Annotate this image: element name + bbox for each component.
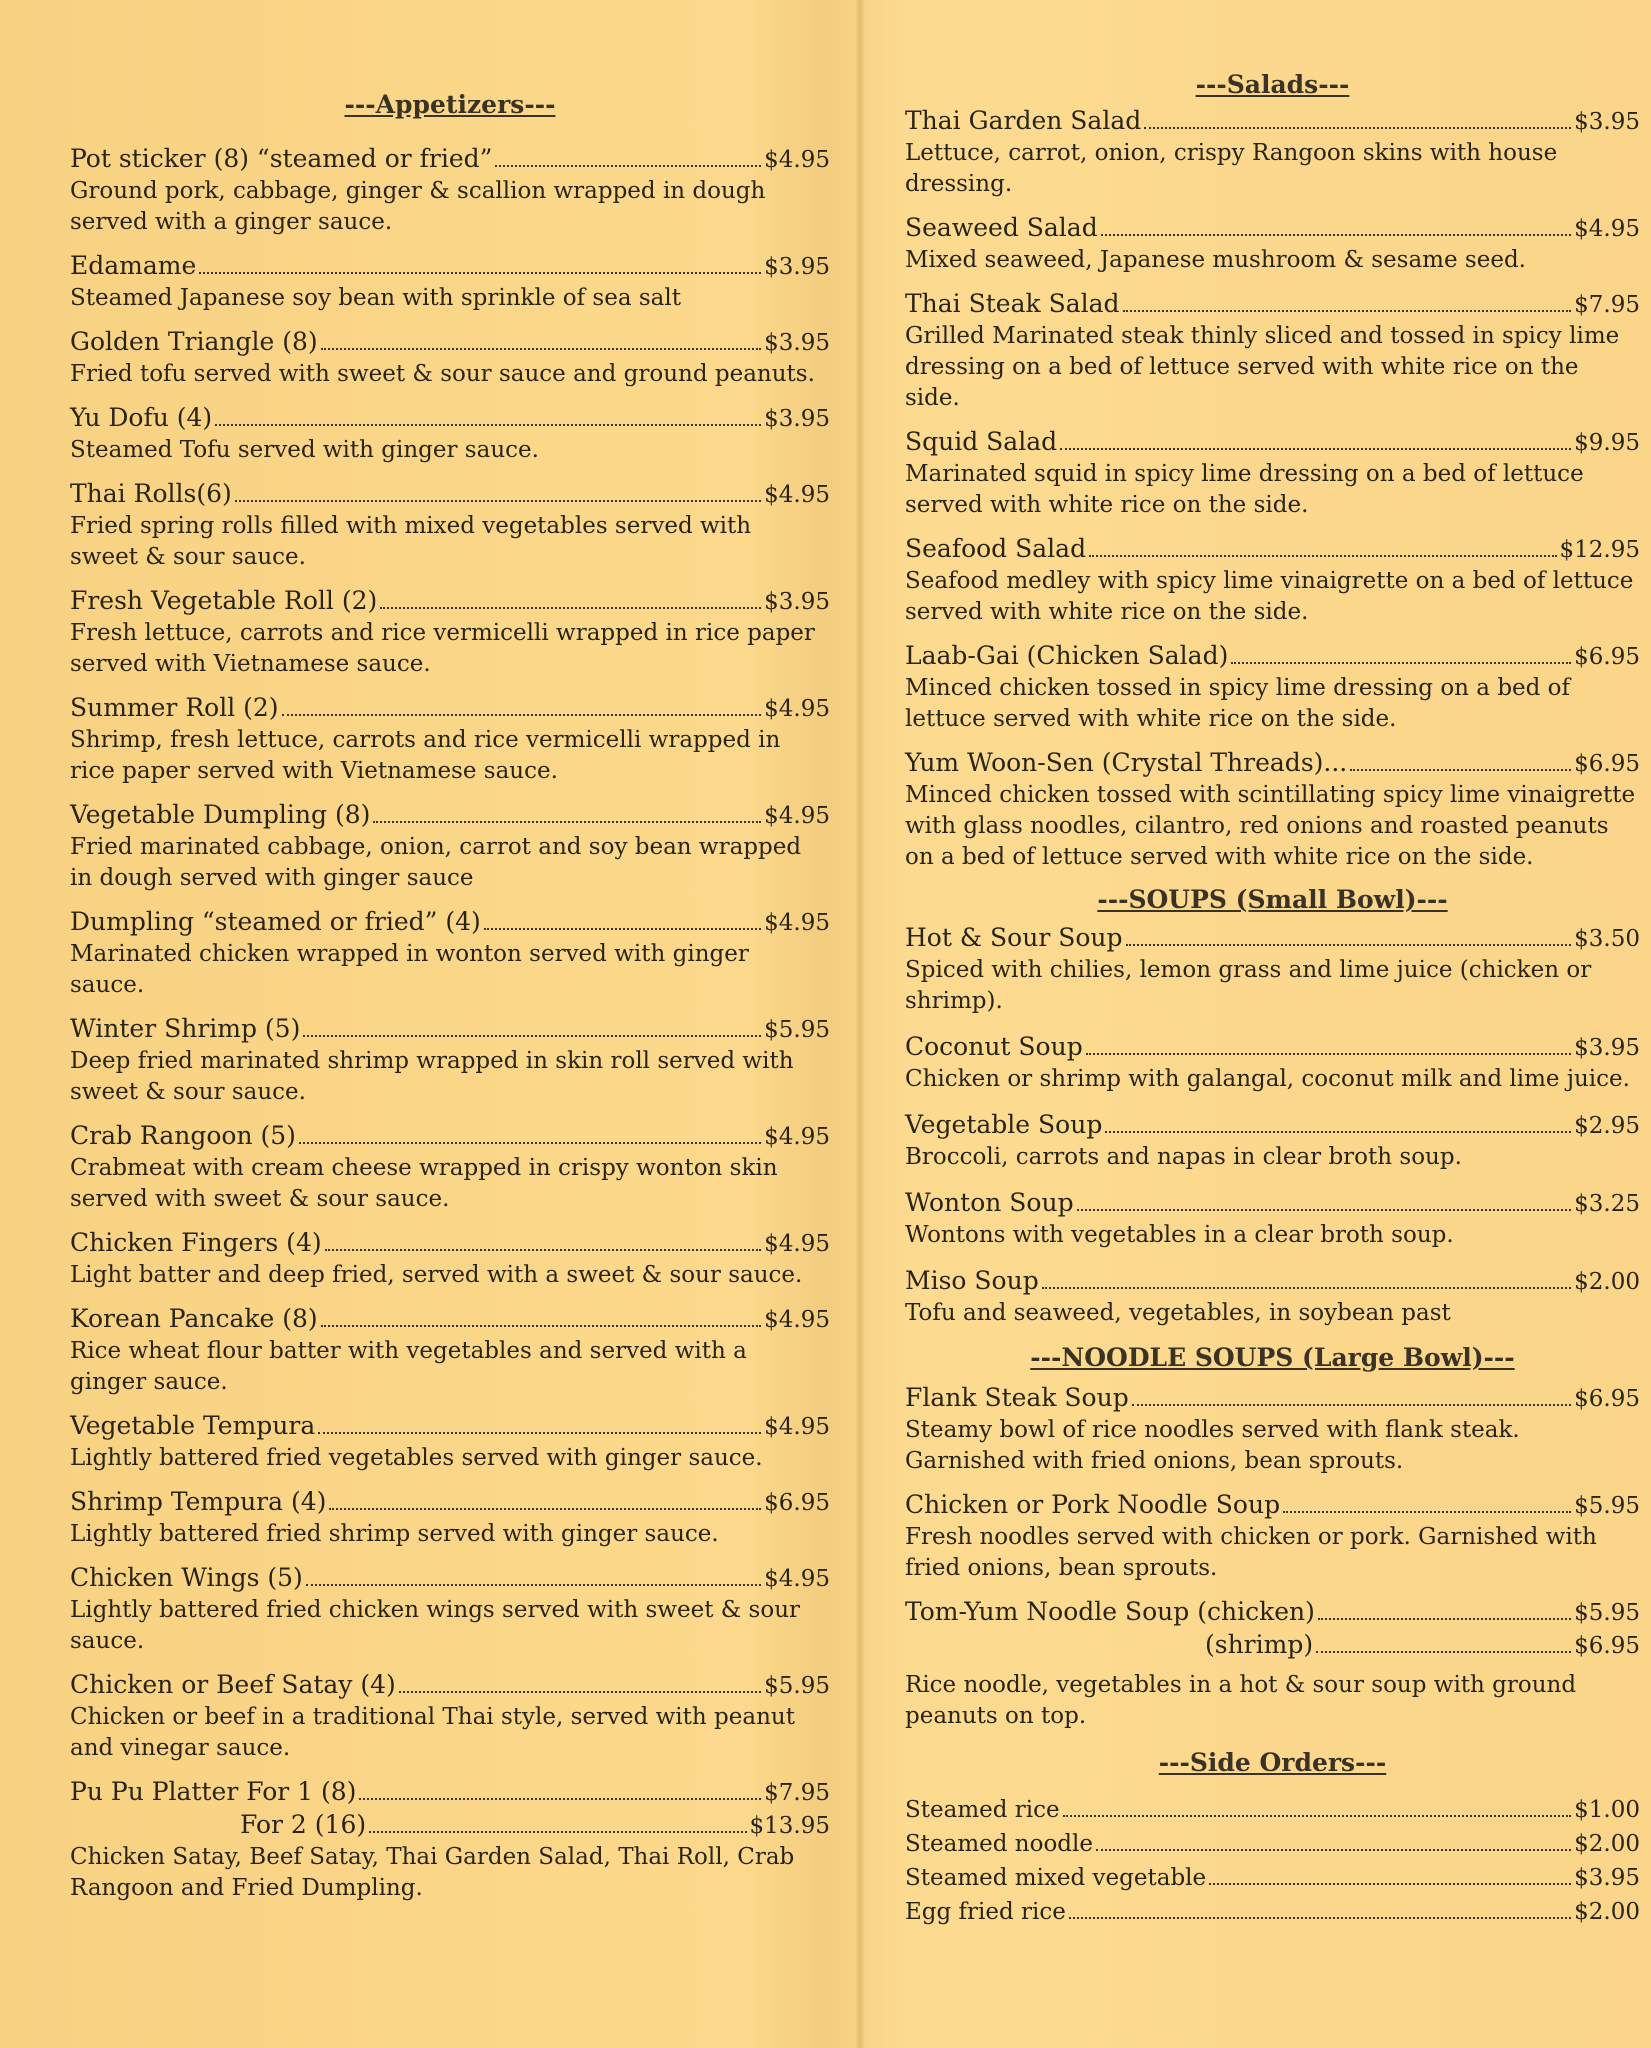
- item-price: $9.95: [1574, 430, 1640, 456]
- item-name: Korean Pancake (8): [70, 1304, 318, 1333]
- page-fold: [855, 0, 865, 2048]
- item-name: Chicken or Beef Satay (4): [70, 1670, 396, 1699]
- item-description: Minced chicken tossed with scintillating spicy lime vinaigrette with glass noodles, cilantro, red onions and roasted peanuts on a bed of lettuce served with white rice on the side.: [905, 782, 1636, 870]
- item-name: Steamed mixed vegetable: [905, 1865, 1207, 1891]
- item-price: $3.95: [1574, 1865, 1640, 1891]
- item-price: $3.95: [764, 406, 830, 432]
- item-name: Hot & Sour Soup: [905, 923, 1123, 952]
- menu-item: [905, 1793, 1640, 1827]
- dot-leader: [1350, 769, 1571, 771]
- menu-item: [905, 212, 1640, 276]
- item-description: Fried spring rolls filled with mixed vegetables served with sweet & sour sauce.: [70, 513, 752, 570]
- menu-item: [905, 1382, 1640, 1477]
- item-price: $6.95: [764, 1490, 830, 1516]
- dot-leader: [1283, 1511, 1571, 1513]
- item-description: Fried marinated cabbage, onion, carrot and soy bean wrapped in dough served with ginger sauce: [70, 834, 802, 891]
- item-name: Chicken or Pork Noodle Soup: [905, 1490, 1281, 1519]
- item-name: Chicken Fingers (4): [70, 1228, 322, 1257]
- item-price: $4.95: [764, 803, 830, 829]
- menu-item: [70, 143, 830, 238]
- item-description: Minced chicken tossed in spicy lime dressing on a bed of lettuce served with white rice on the side.: [905, 675, 1571, 732]
- menu-item: [70, 402, 830, 466]
- dot-leader: [1086, 1053, 1571, 1055]
- dot-leader: [1209, 1883, 1571, 1885]
- menu-item: [905, 1489, 1640, 1584]
- dot-leader: [399, 1691, 761, 1693]
- item-description: Spiced with chilies, lemon grass and lime juice (chicken or shrimp).: [905, 957, 1592, 1014]
- menu-item: [70, 1303, 830, 1398]
- dot-leader: [299, 1142, 761, 1144]
- item-description: Chicken Satay, Beef Satay, Thai Garden Salad, Thai Roll, Crab Rangoon and Fried Dumpling.: [70, 1844, 795, 1901]
- dot-leader: [321, 1325, 761, 1327]
- dot-leader: [1069, 1917, 1571, 1919]
- menu-item: [905, 922, 1640, 1017]
- item-name: Thai Steak Salad: [905, 289, 1120, 318]
- item-description: Chicken or shrimp with galangal, coconut milk and lime juice.: [905, 1066, 1630, 1092]
- item-price: $4.95: [764, 1124, 830, 1150]
- item-price: $4.95: [764, 1566, 830, 1592]
- dot-leader: [1101, 234, 1571, 236]
- item-price: $4.95: [764, 482, 830, 508]
- salads-title: ---Salads---: [1195, 70, 1350, 99]
- dot-leader: [1316, 1651, 1571, 1653]
- menu-item: [70, 1410, 830, 1474]
- right-column: [905, 0, 1640, 1929]
- menu-item: [70, 692, 830, 787]
- item-price: $6.95: [1574, 644, 1640, 670]
- item-name: Vegetable Soup: [905, 1110, 1103, 1139]
- item-name: Egg fried rice: [905, 1899, 1066, 1925]
- item-description: Mixed seaweed, Japanese mushroom & sesame seed.: [905, 247, 1526, 273]
- item-description: Steamy bowl of rice noodles served with flank steak. Garnished with fried onions, bean sprouts.: [905, 1417, 1520, 1474]
- item-price: $3.95: [764, 254, 830, 280]
- item-name: Yu Dofu (4): [70, 403, 213, 432]
- dot-leader: [1132, 1404, 1571, 1406]
- left-column: [70, 0, 830, 1904]
- menu-item: [70, 1013, 830, 1108]
- item-price: $2.95: [1574, 1113, 1640, 1139]
- dot-leader: [1042, 1287, 1571, 1289]
- item-name: Shrimp Tempura (4): [70, 1487, 327, 1516]
- menu-item: [905, 640, 1640, 735]
- dot-leader: [321, 348, 761, 350]
- tom-yum-item: [905, 1596, 1640, 1732]
- item-name: Seafood Salad: [905, 534, 1087, 563]
- item-name: Flank Steak Soup: [905, 1383, 1129, 1412]
- item-name: Pot sticker (8) “steamed or fried”: [70, 144, 493, 173]
- menu-item: [905, 1861, 1640, 1895]
- item-name: Yum Woon-Sen (Crystal Threads)...: [905, 748, 1348, 777]
- menu-item: [70, 478, 830, 573]
- menu-item: [905, 1895, 1640, 1929]
- item-name: Crab Rangoon (5): [70, 1121, 296, 1150]
- item-description: Tofu and seaweed, vegetables, in soybean past: [905, 1300, 1451, 1326]
- item-description: Lightly battered fried shrimp served with ginger sauce.: [70, 1521, 719, 1547]
- dot-leader: [1063, 1815, 1572, 1817]
- item-description: Fried tofu served with sweet & sour sauce and ground peanuts.: [70, 361, 815, 387]
- salad-list: [905, 105, 1640, 873]
- item-subprice: $13.95: [749, 1813, 830, 1839]
- item-subprice: $6.95: [1574, 1633, 1640, 1659]
- menu-item: [70, 906, 830, 1001]
- item-price: $4.95: [764, 147, 830, 173]
- item-name: Fresh Vegetable Roll (2): [70, 586, 378, 615]
- item-subname: (shrimp): [1205, 1630, 1314, 1659]
- item-name: Dumpling “steamed or fried” (4): [70, 907, 481, 936]
- item-price: $5.95: [764, 1673, 830, 1699]
- item-name: Steamed rice: [905, 1797, 1060, 1823]
- item-description: Steamed Tofu served with ginger sauce.: [70, 437, 539, 463]
- dot-leader: [329, 1508, 761, 1510]
- dot-leader: [359, 1798, 761, 1800]
- item-price: $2.00: [1574, 1899, 1640, 1925]
- item-name: Golden Triangle (8): [70, 327, 318, 356]
- item-description: Lightly battered fried vegetables served with ginger sauce.: [70, 1445, 763, 1471]
- item-description: Wontons with vegetables in a clear broth soup.: [905, 1222, 1454, 1248]
- menu-item: [905, 533, 1640, 628]
- item-price: $4.95: [764, 910, 830, 936]
- item-description: Deep fried marinated shrimp wrapped in skin roll served with sweet & sour sauce.: [70, 1048, 794, 1105]
- dot-leader: [369, 1831, 746, 1833]
- menu-item: [905, 105, 1640, 200]
- item-description: Crabmeat with cream cheese wrapped in crispy wonton skin served with sweet & sour sauce.: [70, 1155, 778, 1212]
- pupu-platter-item: [70, 1776, 830, 1904]
- item-name: Thai Garden Salad: [905, 106, 1142, 135]
- item-description: Fresh lettuce, carrots and rice vermicelli wrapped in rice paper served with Vietnamese sauce.: [70, 620, 815, 677]
- dot-leader: [484, 928, 761, 930]
- dot-leader: [1105, 1131, 1571, 1133]
- menu-item: [905, 1187, 1640, 1251]
- item-name: Wonton Soup: [905, 1188, 1074, 1217]
- item-price: $4.95: [764, 696, 830, 722]
- item-description: Marinated chicken wrapped in wonton served with ginger sauce.: [70, 941, 749, 998]
- item-name: Summer Roll (2): [70, 693, 279, 722]
- item-price: $3.50: [1574, 926, 1640, 952]
- dot-leader: [1318, 1618, 1571, 1620]
- item-price: $3.95: [1574, 1035, 1640, 1061]
- menu-item: [70, 326, 830, 390]
- item-price: $5.95: [764, 1017, 830, 1043]
- dot-leader: [318, 1432, 761, 1434]
- menu-item: [905, 1827, 1640, 1861]
- item-description: Rice noodle, vegetables in a hot & sour soup with ground peanuts on top.: [905, 1672, 1577, 1729]
- item-subname: For 2 (16): [240, 1810, 367, 1839]
- menu-item: [70, 250, 830, 314]
- menu-item: [70, 1669, 830, 1764]
- item-description: Rice wheat flour batter with vegetables and served with a ginger sauce.: [70, 1338, 747, 1395]
- item-price: $3.25: [1574, 1191, 1640, 1217]
- item-description: Grilled Marinated steak thinly sliced and tossed in spicy lime dressing on a bed of lettuce served with white rice on the side.: [905, 323, 1620, 411]
- dot-leader: [1126, 944, 1572, 946]
- item-name: Vegetable Tempura: [70, 1411, 316, 1440]
- item-description: Lightly battered fried chicken wings served with sweet & sour sauce.: [70, 1597, 801, 1654]
- menu-item: [70, 585, 830, 680]
- item-price: $4.95: [764, 1414, 830, 1440]
- item-name: Edamame: [70, 251, 197, 280]
- menu-item: [905, 426, 1640, 521]
- menu-item: [905, 747, 1640, 873]
- side-orders-title: ---Side Orders---: [1158, 1748, 1387, 1777]
- menu-item: [70, 1120, 830, 1215]
- dot-leader: [1077, 1209, 1572, 1211]
- item-description: Lettuce, carrot, onion, crispy Rangoon skins with house dressing.: [905, 140, 1558, 197]
- item-name: Vegetable Dumpling (8): [70, 800, 371, 829]
- item-description: Chicken or beef in a traditional Thai style, served with peanut and vinegar sauce.: [70, 1704, 795, 1761]
- item-name: Miso Soup: [905, 1266, 1039, 1295]
- item-price: $2.00: [1574, 1831, 1640, 1857]
- appetizers-title: ---Appetizers---: [344, 90, 556, 119]
- item-price: $3.95: [1574, 109, 1640, 135]
- dot-leader: [1089, 555, 1556, 557]
- item-price: $6.95: [1574, 751, 1640, 777]
- dot-leader: [1231, 662, 1571, 664]
- item-price: $4.95: [764, 1231, 830, 1257]
- item-description: Ground pork, cabbage, ginger & scallion wrapped in dough served with a ginger sauce.: [70, 178, 766, 235]
- side-order-list: [905, 1793, 1640, 1929]
- menu-item: [70, 1562, 830, 1657]
- item-description: Broccoli, carrots and napas in clear broth soup.: [905, 1144, 1462, 1170]
- dot-leader: [325, 1249, 762, 1251]
- dot-leader: [306, 1584, 761, 1586]
- item-description: Steamed Japanese soy bean with sprinkle of sea salt: [70, 285, 681, 311]
- item-name: Squid Salad: [905, 427, 1058, 456]
- item-price: $4.95: [1574, 216, 1640, 242]
- dot-leader: [282, 714, 762, 716]
- item-price: $6.95: [1574, 1386, 1640, 1412]
- menu-item: [70, 1486, 830, 1550]
- dot-leader: [495, 165, 761, 167]
- menu-item: [905, 288, 1640, 414]
- item-name: Thai Rolls(6): [70, 479, 232, 508]
- menu-item: [905, 1031, 1640, 1095]
- noodle-soup-list: [905, 1382, 1640, 1584]
- dot-leader: [235, 500, 761, 502]
- dot-leader: [1123, 310, 1572, 312]
- dot-leader: [215, 424, 761, 426]
- item-price: $2.00: [1574, 1269, 1640, 1295]
- appetizer-list: [70, 143, 830, 1764]
- dot-leader: [1144, 127, 1571, 129]
- item-name: Chicken Wings (5): [70, 1563, 303, 1592]
- item-price: $1.00: [1574, 1797, 1640, 1823]
- item-name: Winter Shrimp (5): [70, 1014, 301, 1043]
- dot-leader: [380, 607, 761, 609]
- item-description: Marinated squid in spicy lime dressing on a bed of lettuce served with white rice on the side.: [905, 461, 1584, 518]
- item-name: Laab-Gai (Chicken Salad): [905, 641, 1229, 670]
- item-price: $3.95: [764, 330, 830, 356]
- dot-leader: [1096, 1849, 1571, 1851]
- item-description: Fresh noodles served with chicken or pork. Garnished with fried onions, bean sprouts.: [905, 1524, 1597, 1581]
- item-name: Coconut Soup: [905, 1032, 1083, 1061]
- dot-leader: [303, 1035, 761, 1037]
- soups-title: ---SOUPS (Small Bowl)---: [1097, 885, 1448, 914]
- item-price: $4.95: [764, 1307, 830, 1333]
- item-description: Seafood medley with spicy lime vinaigrette on a bed of lettuce served with white rice on the side.: [905, 568, 1634, 625]
- menu-item: [70, 799, 830, 894]
- menu-item: [905, 1265, 1640, 1329]
- item-description: Shrimp, fresh lettuce, carrots and rice vermicelli wrapped in rice paper served with Vietnamese sauce.: [70, 727, 781, 784]
- item-price: $3.95: [764, 589, 830, 615]
- menu-item: [70, 1227, 830, 1291]
- item-name: Tom-Yum Noodle Soup (chicken): [905, 1597, 1315, 1626]
- dot-leader: [199, 272, 761, 274]
- item-price: $5.95: [1574, 1600, 1640, 1626]
- item-price: $7.95: [764, 1780, 830, 1806]
- menu-item: [905, 1109, 1640, 1173]
- item-price: $12.95: [1559, 537, 1640, 563]
- dot-leader: [373, 821, 761, 823]
- item-price: $7.95: [1574, 292, 1640, 318]
- soup-list: [905, 922, 1640, 1329]
- item-name: Pu Pu Platter For 1 (8): [70, 1777, 357, 1806]
- item-name: Steamed noodle: [905, 1831, 1093, 1857]
- noodle-soups-title: ---NOODLE SOUPS (Large Bowl)---: [1030, 1343, 1515, 1372]
- item-description: Light batter and deep fried, served with a sweet & sour sauce.: [70, 1262, 803, 1288]
- dot-leader: [1060, 448, 1571, 450]
- item-price: $5.95: [1574, 1493, 1640, 1519]
- item-name: Seaweed Salad: [905, 213, 1098, 242]
